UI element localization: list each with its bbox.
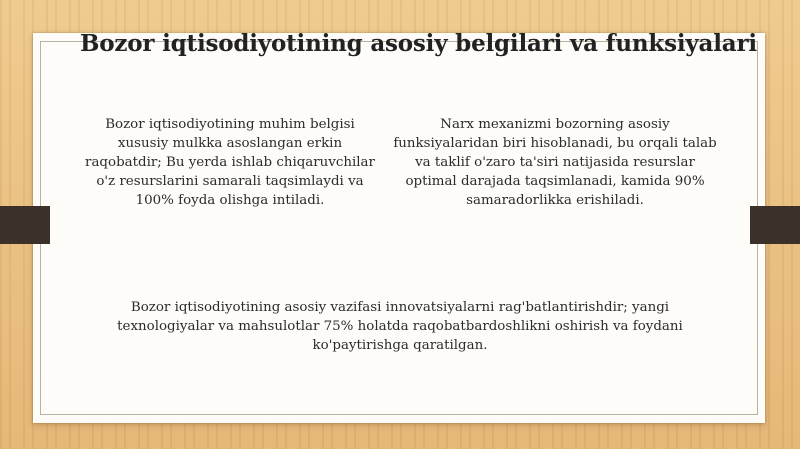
right-binder-tab xyxy=(750,206,800,244)
paragraph-right: Narx mexanizmi bozorning asosiy funksiyalaridan biri hisoblanadi, bu orqali talab va taklif o'zaro ta'siri natijasida resurslar optimal darajada taqsimlanadi, kamida 90% samaradorlikka erishiladi. xyxy=(393,117,717,208)
slide-inner-border xyxy=(40,41,758,415)
paragraph-left: Bozor iqtisodiyotining muhim belgisi xususiy mulkka asoslangan erkin raqobatdir; Bu yerda ishlab chiqaruvchilar o'z resurslarini samarali taqsimlaydi va 100% foyda olishga intiladi. xyxy=(85,117,375,208)
slide-card xyxy=(33,33,765,423)
paragraph-bottom: Bozor iqtisodiyotining asosiy vazifasi innovatsiyalarni rag'batlantirishdir; yangi texnologiyalar va mahsulotlar 75% holatda raqobatbardoshlikni oshirish va foydani ko'paytirishga qaratilgan. xyxy=(117,300,683,353)
left-binder-tab xyxy=(0,206,50,244)
slide-title: Bozor iqtisodiyotining asosiy belgilari va funksiyalari xyxy=(80,30,757,57)
